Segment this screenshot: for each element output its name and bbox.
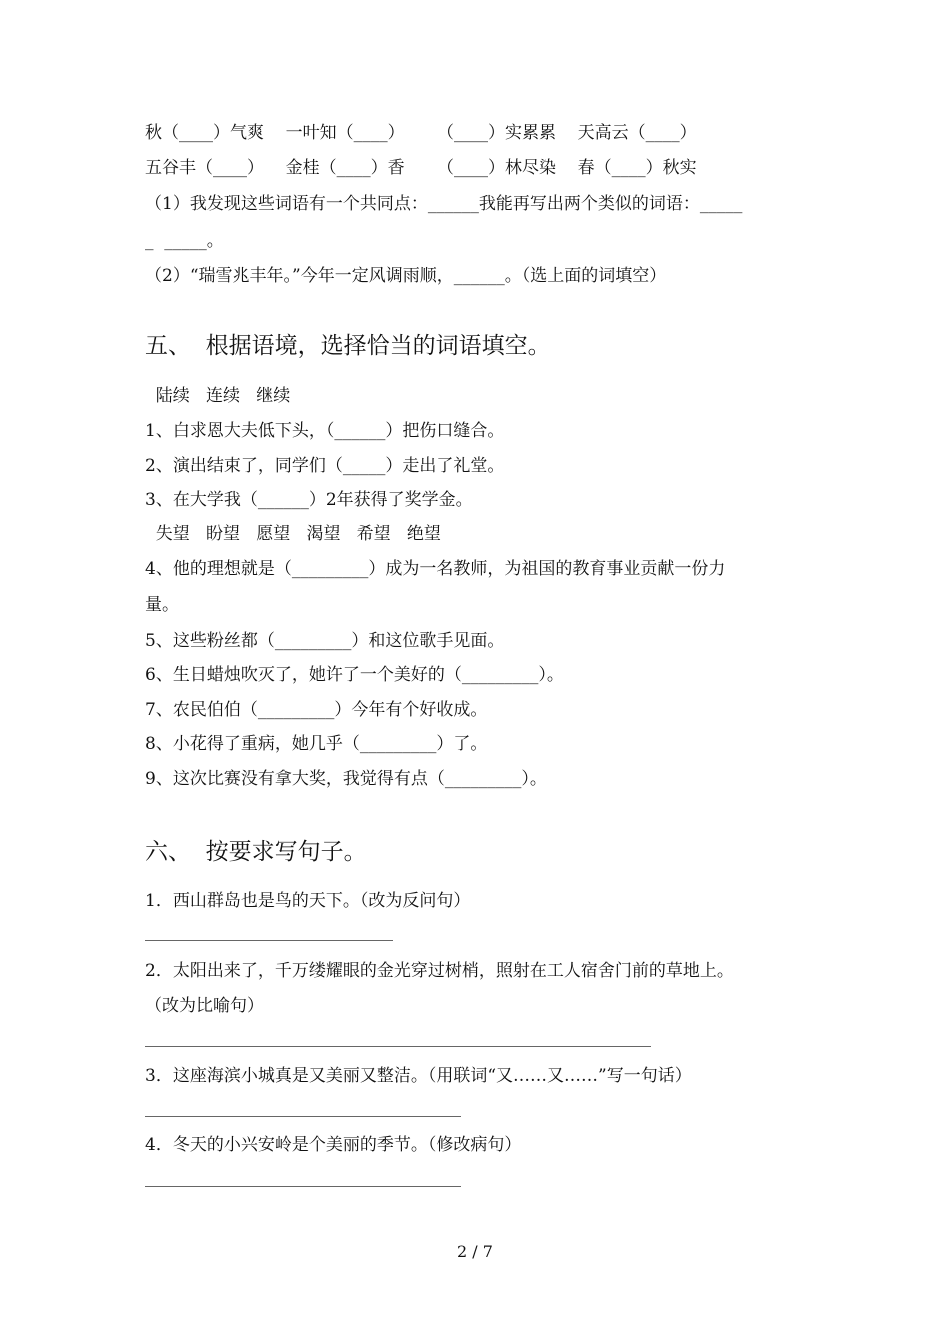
page-number: 2 / 7 bbox=[457, 1242, 493, 1261]
list-item: 6、生日蜡烛吹灭了，她许了一个美好的（_________）。 bbox=[145, 665, 564, 685]
question-1-line-2: _ _____。 bbox=[145, 231, 224, 251]
sentence-question-4: 4．冬天的小兴安岭是个美丽的季节。（修改病句） bbox=[145, 1135, 522, 1155]
sentence-question-1: 1．西山群岛也是鸟的天下。（改为反问句） bbox=[145, 891, 471, 911]
word-bank-2: 失望 盼望 愿望 渴望 希望 绝望 bbox=[145, 524, 441, 544]
answer-line[interactable] bbox=[145, 1186, 461, 1187]
list-item: 5、这些粉丝都（_________）和这位歌手见面。 bbox=[145, 631, 505, 651]
section-6-title: 六、 按要求写句子。 bbox=[145, 839, 367, 865]
answer-line[interactable] bbox=[145, 1116, 461, 1117]
idiom-row-1: 秋（____）气爽 一叶知（____） （____）实累累 天高云（____） bbox=[145, 123, 697, 143]
list-item: 2、演出结束了，同学们（_____）走出了礼堂。 bbox=[145, 456, 505, 476]
sentence-question-3: 3．这座海滨小城真是又美丽又整洁。（用联词“又……又……”写一句话） bbox=[145, 1066, 692, 1086]
list-item-continued: 量。 bbox=[145, 595, 179, 615]
list-item: 8、小花得了重病，她几乎（_________）了。 bbox=[145, 734, 488, 754]
list-item: 3、在大学我（______）2年获得了奖学金。 bbox=[145, 490, 473, 510]
list-item: 7、农民伯伯（_________）今年有个好收成。 bbox=[145, 700, 488, 720]
word-bank-1: 陆续 连续 继续 bbox=[145, 386, 291, 406]
idiom-row-2: 五谷丰（____） 金桂（____）香 （____）林尽染 春（____）秋实 bbox=[145, 158, 697, 178]
list-item: 4、他的理想就是（_________）成为一名教师，为祖国的教育事业贡献一份力 bbox=[145, 559, 726, 579]
question-1-line-1: （1）我发现这些词语有一个共同点：______我能再写出两个类似的词语：_____ bbox=[145, 194, 743, 214]
answer-line[interactable] bbox=[145, 1046, 651, 1047]
list-item: 1、白求恩大夫低下头，（______）把伤口缝合。 bbox=[145, 421, 505, 441]
sentence-question-2-line-2: （改为比喻句） bbox=[145, 996, 264, 1016]
question-2: （2）“瑞雪兆丰年。”今年一定风调雨顺，______。（选上面的词填空） bbox=[145, 266, 667, 286]
sentence-question-2-line-1: 2．太阳出来了，千万缕耀眼的金光穿过树梢，照射在工人宿舍门前的草地上。 bbox=[145, 961, 734, 981]
list-item: 9、这次比赛没有拿大奖，我觉得有点（_________）。 bbox=[145, 769, 547, 789]
section-5-title: 五、 根据语境，选择恰当的词语填空。 bbox=[145, 333, 551, 359]
answer-line[interactable] bbox=[145, 940, 393, 941]
